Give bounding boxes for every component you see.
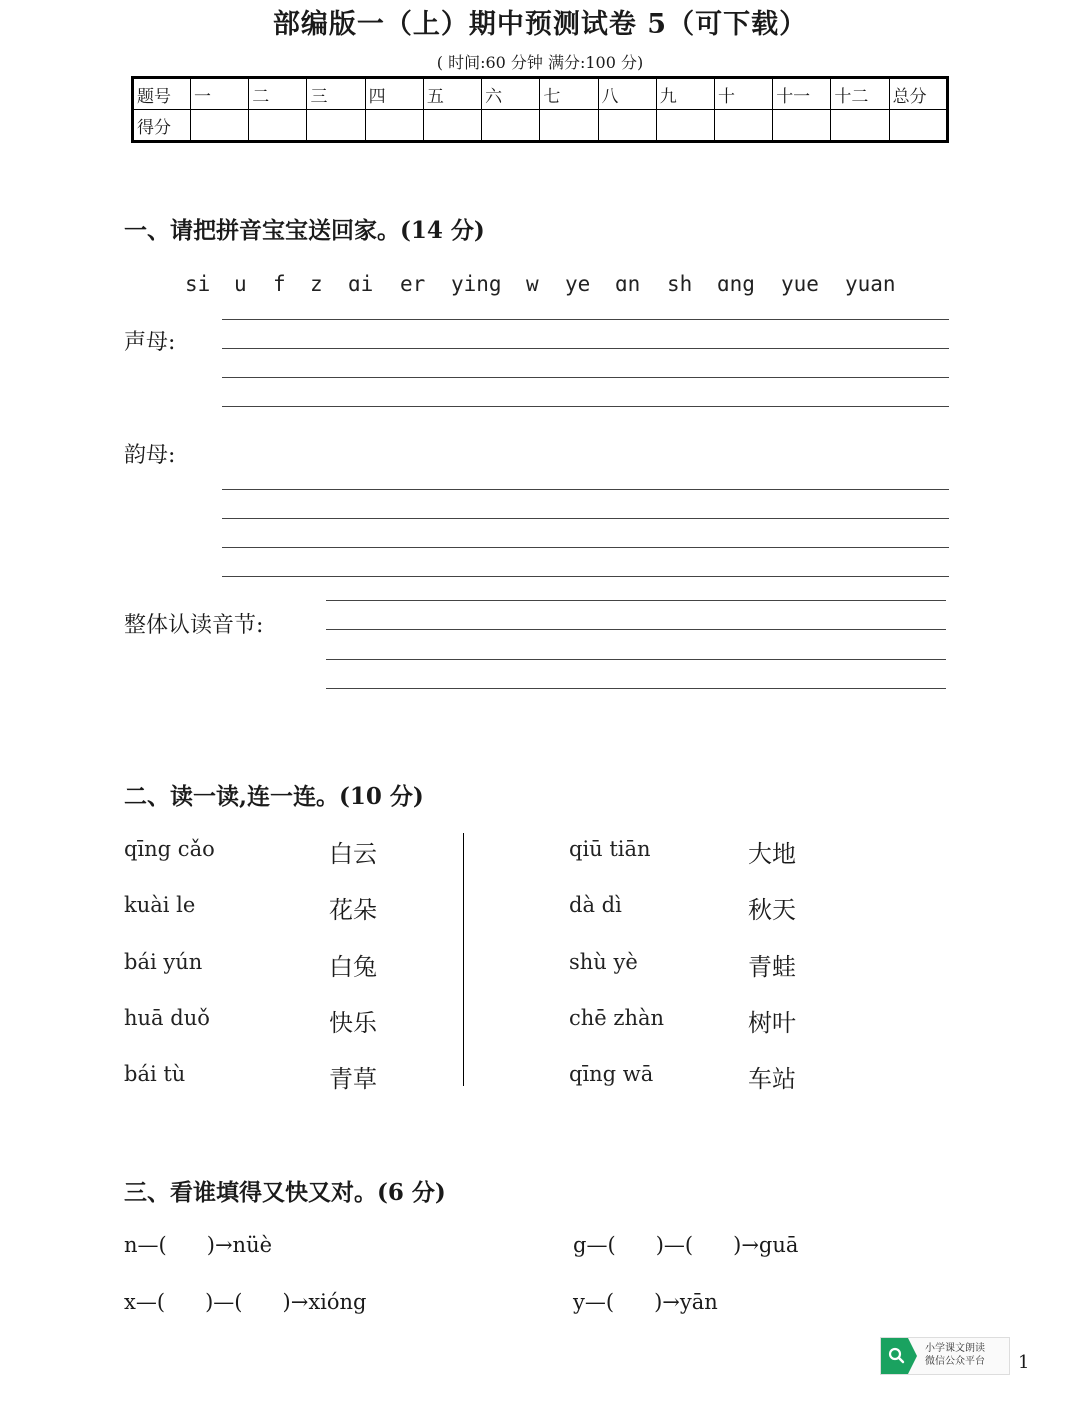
right-hanzi[interactable]: 车站 [748,1065,796,1093]
right-hanzi[interactable]: 大地 [748,840,796,868]
score-header-cell: 二 [249,78,307,110]
left-pinyin[interactable]: huā duǒ [124,1006,210,1030]
answer-line[interactable] [222,377,949,378]
score-header-cell: 十二 [831,78,889,110]
answer-line[interactable] [222,319,949,320]
pinyin-item: er [400,272,426,296]
score-header-cell: 十 [714,78,772,110]
left-hanzi[interactable]: 花朵 [329,896,377,924]
score-header-cell: 六 [482,78,540,110]
score-cell[interactable] [365,110,423,142]
score-cell[interactable] [249,110,307,142]
score-value-row [133,110,948,142]
page-title: 部编版一（上）期中预测试卷 5（可下载） [272,9,808,40]
pinyin-item: yue [781,272,819,296]
right-pinyin[interactable]: qīng wā [569,1062,654,1086]
answer-line[interactable] [326,629,946,630]
badge-text [925,1342,985,1368]
score-cell[interactable] [598,110,656,142]
score-header-cell: 总分 [889,78,947,110]
score-row-label: 得分 [133,110,191,142]
score-cell[interactable] [889,110,947,142]
left-pinyin[interactable]: kuài le [124,893,196,917]
right-pinyin[interactable]: dà dì [569,893,622,917]
score-header-cell: 十一 [773,78,831,110]
label-zhengti: 整体认读音节: [124,613,264,638]
fill-item[interactable]: g—( )—( )→guā [573,1233,799,1257]
answer-line[interactable] [222,576,949,577]
score-header-cell: 四 [365,78,423,110]
right-hanzi[interactable]: 青蛙 [748,953,796,981]
answer-line[interactable] [326,600,946,601]
score-header-cell: 七 [540,78,598,110]
score-header-cell: 九 [656,78,714,110]
left-pinyin[interactable]: bái yún [124,950,203,974]
pinyin-item: si [185,272,211,296]
pinyin-item: yuan [845,272,896,296]
score-cell[interactable] [714,110,772,142]
left-hanzi[interactable]: 白云 [329,840,377,868]
badge-line1: 小学课文朗读 [925,1343,985,1354]
score-cell[interactable] [773,110,831,142]
score-cell[interactable] [307,110,365,142]
section1-title: 一、请把拼音宝宝送回家。(14 分) [124,217,485,244]
wechat-badge[interactable] [880,1337,1010,1375]
score-header-cell: 八 [598,78,656,110]
score-table [131,76,949,143]
score-cell[interactable] [540,110,598,142]
search-glyph [881,1338,917,1374]
score-header-cell: 题号 [133,78,191,110]
left-pinyin[interactable]: bái tù [124,1062,186,1086]
answer-line[interactable] [326,659,946,660]
fill-item[interactable]: n—( )→nüè [124,1233,273,1257]
score-header-cell: 三 [307,78,365,110]
section2-title: 二、读一读,连一连。(10 分) [124,783,424,810]
right-pinyin[interactable]: shù yè [569,950,638,974]
pinyin-item: f [273,272,286,296]
answer-line[interactable] [222,489,949,490]
score-header-cell: 五 [423,78,481,110]
left-hanzi[interactable]: 快乐 [329,1009,377,1037]
label-shengmu: 声母: [124,330,176,355]
pinyin-item: u [234,272,247,296]
pinyin-item: ying [451,272,502,296]
column-divider [463,833,464,1086]
pinyin-item: z [310,272,323,296]
score-cell[interactable] [656,110,714,142]
score-cell[interactable] [423,110,481,142]
pinyin-item: sh [667,272,693,296]
section3-title: 三、看谁填得又快又对。(6 分) [124,1179,446,1206]
answer-line[interactable] [222,518,949,519]
left-hanzi[interactable]: 白兔 [329,953,377,981]
pinyin-item: ɑn [615,272,641,296]
right-hanzi[interactable]: 秋天 [748,896,796,924]
score-header-row [133,78,948,110]
answer-line[interactable] [222,406,949,407]
answer-line[interactable] [326,688,946,689]
fill-item[interactable]: y—( )→yān [573,1290,718,1314]
badge-line2: 微信公众平台 [925,1356,985,1367]
left-pinyin[interactable]: qīng cǎo [124,837,215,861]
pinyin-item: w [526,272,539,296]
answer-line[interactable] [222,348,949,349]
score-cell[interactable] [831,110,889,142]
right-hanzi[interactable]: 树叶 [748,1009,796,1037]
score-cell[interactable] [482,110,540,142]
right-pinyin[interactable]: chē zhàn [569,1006,665,1030]
page-number: 1 [1018,1352,1030,1373]
score-cell[interactable] [191,110,249,142]
pinyin-item: ɑi [348,272,374,296]
label-yunmu: 韵母: [124,443,176,468]
pinyin-item: ye [565,272,591,296]
pinyin-item: ɑng [717,272,755,296]
score-header-cell: 一 [191,78,249,110]
left-hanzi[interactable]: 青草 [329,1065,377,1093]
answer-line[interactable] [222,547,949,548]
fill-item[interactable]: x—( )—( )→xióng [124,1290,367,1314]
right-pinyin[interactable]: qiū tiān [569,837,651,861]
exam-subtitle: ( 时间:60 分钟 满分:100 分) [436,53,644,72]
search-icon [881,1338,917,1374]
